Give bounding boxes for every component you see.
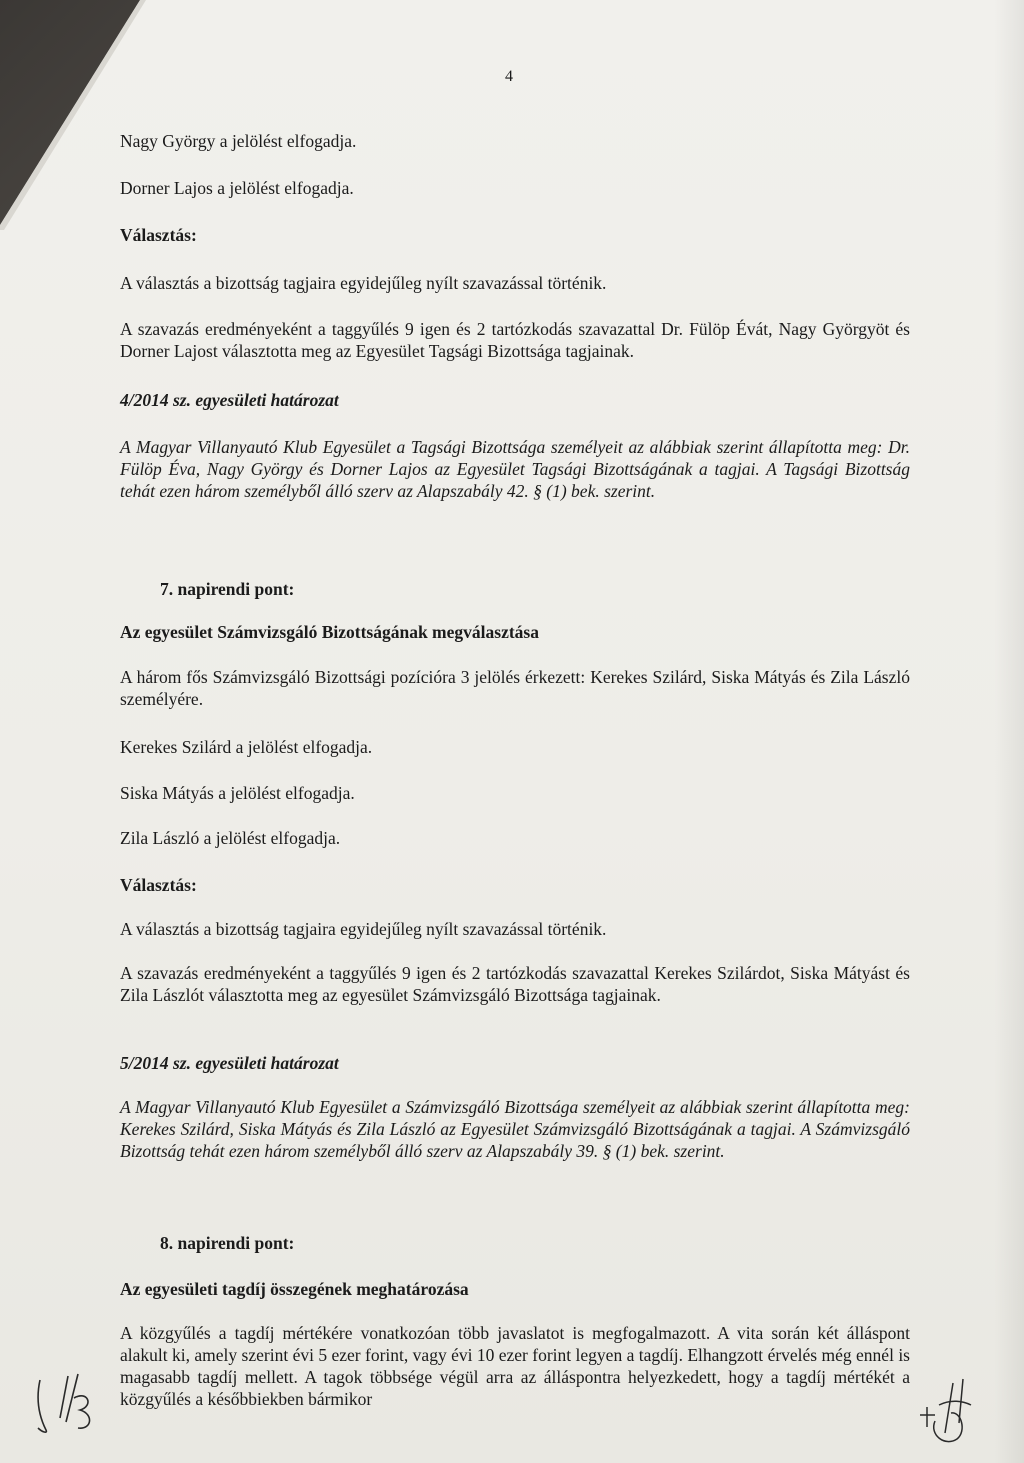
page-number: 4 [505,68,513,85]
election-method-1: A választás a bizottság tagjaira egyidejűleg nyílt szavazással történik. [120,273,607,293]
election-heading-2: Választás: [120,875,197,895]
agenda-item-7: 7. napirendi pont: [160,579,295,599]
election-method-2: A választás a bizottság tagjaira egyidejűleg nyílt szavazással történik. [120,919,607,939]
acceptance-kerekes: Kerekes Szilárd a jelölést elfogadja. [120,737,373,757]
resolution-4-body: A Magyar Villanyautó Klub Egyesület a Tagsági Bizottsága személyeit az alábbiak szerint állapította meg: Dr. Fülöp Éva, Nagy György és Dorner Lajos az Egyesület Tagsági Bizottságának a tagjai. A Tagsági Bizottság tehát ezen három személyből álló szerv az Alapszabály 42. § (1) bek. szerint. [120,437,910,501]
membership-fee-paragraph: A közgyűlés a tagdíj mértékére vonatkozóan több javaslatot is megfogalmazott. A vita során két álláspont alakult ki, amely szerint évi 5 ezer forint, vagy évi 10 ezer forint legyen a tagdíj. Elhangzott érvelés még ennél is magasabb tagdíj mellett. A tagok többsége végül arra az álláspontra helyezkedett, hogy a tagdíj mértékét a közgyűlés a későbbiekben bármikor [120,1323,910,1409]
election-heading-1: Választás: [120,225,197,245]
initials-signature-left [28,1370,108,1440]
resolution-4-title: 4/2014 sz. egyesületi határozat [120,390,339,410]
acceptance-zila: Zila László a jelölést elfogadja. [120,828,341,848]
resolution-5-body: A Magyar Villanyautó Klub Egyesület a Számvizsgáló Bizottsága személyeit az alábbiak szerint állapította meg: Kerekes Szilárd, Siska Mátyás és Zila László az Egyesület Számvizsgáló Bizottságának a tagjai. A Számvizsgáló Bizottság tehát ezen három személyből álló szerv az Alapszabály 39. § (1) bek. szerint. [120,1097,910,1161]
vote-result-1: A szavazás eredményeként a taggyűlés 9 igen és 2 tartózkodás szavazattal Dr. Fülöp Évát, Nagy Györgyöt és Dorner Lajost választotta meg az Egyesület Tagsági Bizottsága tagjainak. [120,319,910,361]
acceptance-siska: Siska Mátyás a jelölést elfogadja. [120,783,355,803]
agenda-item-7-title: Az egyesület Számvizsgáló Bizottságának megválasztása [120,622,539,642]
agenda-item-8: 8. napirendi pont: [160,1233,295,1253]
vote-result-2: A szavazás eredményeként a taggyűlés 9 igen és 2 tartózkodás szavazattal Kerekes Szilárdot, Siska Mátyást és Zila Lászlót választotta meg az egyesület Számvizsgáló Bizottsága tagjainak. [120,963,910,1005]
acceptance-dorner: Dorner Lajos a jelölést elfogadja. [120,178,354,198]
initials-signature-right [915,1375,985,1455]
resolution-5-title: 5/2014 sz. egyesületi határozat [120,1053,339,1073]
acceptance-nagy: Nagy György a jelölést elfogadja. [120,131,357,151]
nominations-paragraph: A három fős Számvizsgáló Bizottsági pozícióra 3 jelölés érkezett: Kerekes Szilárd, Siska Mátyás és Zila László személyére. [120,667,910,709]
agenda-item-8-title: Az egyesületi tagdíj összegének meghatározása [120,1279,469,1299]
